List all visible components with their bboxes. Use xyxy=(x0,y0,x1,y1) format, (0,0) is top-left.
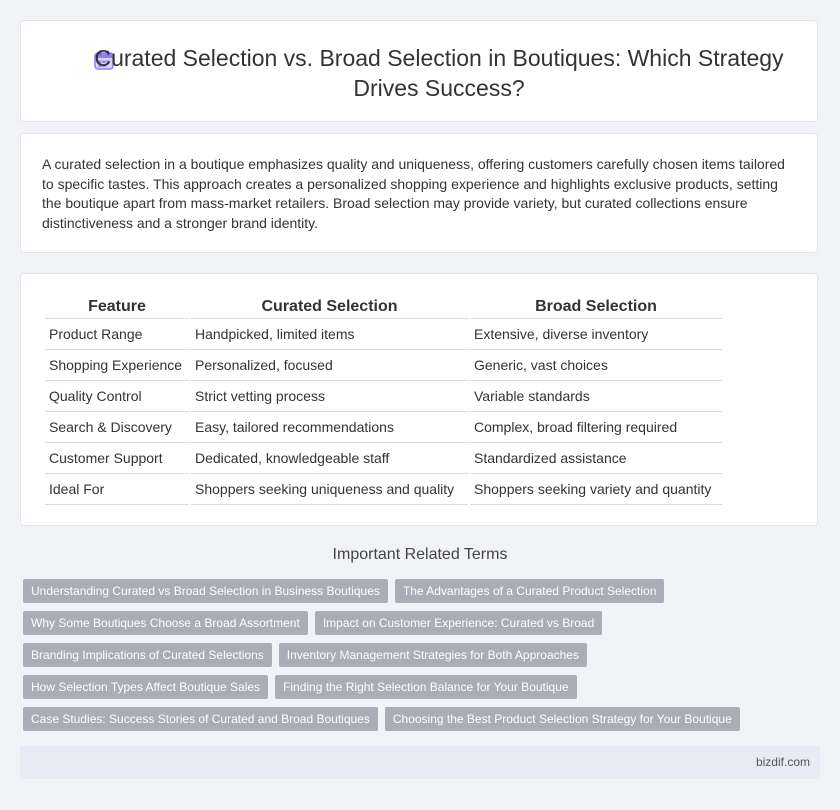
table-cell: Personalized, focused xyxy=(191,350,468,381)
table-cell: Search & Discovery xyxy=(45,412,189,443)
table-row xyxy=(45,412,722,443)
table-cell: Complex, broad filtering required xyxy=(470,412,722,443)
tag-row xyxy=(23,579,803,603)
table-cell: Generic, vast choices xyxy=(470,350,722,381)
table-cell: Customer Support xyxy=(45,443,189,474)
related-term-link[interactable]: Case Studies: Success Stories of Curated and Broad Boutiques xyxy=(23,707,378,731)
related-term-link[interactable]: Inventory Management Strategies for Both Approaches xyxy=(279,643,587,667)
table-cell: Easy, tailored recommendations xyxy=(191,412,468,443)
column-header: Feature xyxy=(45,296,189,319)
intro-card xyxy=(20,133,818,253)
related-term-link[interactable]: Finding the Right Selection Balance for Your Boutique xyxy=(275,675,577,699)
comparison-table-card xyxy=(20,273,818,526)
related-terms-title: Important Related Terms xyxy=(332,546,508,563)
table-row xyxy=(45,474,722,505)
column-header: Broad Selection xyxy=(470,296,722,319)
footer-site-link[interactable]: bizdif.com xyxy=(755,755,810,769)
related-term-link[interactable]: Why Some Boutiques Choose a Broad Assortment xyxy=(23,611,308,635)
table-cell: Dedicated, knowledgeable staff xyxy=(191,443,468,474)
table-cell: Shoppers seeking uniqueness and quality xyxy=(191,474,468,505)
table-cell: Standardized assistance xyxy=(470,443,722,474)
table-cell: Ideal For xyxy=(45,474,189,505)
column-header: Curated Selection xyxy=(191,296,468,319)
related-terms-list xyxy=(23,579,803,739)
tag-row xyxy=(23,643,803,667)
related-term-link[interactable]: Understanding Curated vs Broad Selection in Business Boutiques xyxy=(23,579,388,603)
intro-text: A curated selection in a boutique emphasizes quality and uniqueness, offering customers carefully chosen items tailored to specific tastes. This approach creates a personalized shopping experience and highlights exclusive products, setting the boutique apart from mass-market retailers. Broad selection may provide variety, but curated collections ensure distinctiveness and a stronger brand identity. xyxy=(42,156,785,231)
table-cell: Handpicked, limited items xyxy=(191,319,468,350)
table-cell: Shoppers seeking variety and quantity xyxy=(470,474,722,505)
related-term-link[interactable]: Branding Implications of Curated Selections xyxy=(23,643,272,667)
tag-row xyxy=(23,675,803,699)
related-term-link[interactable]: Impact on Customer Experience: Curated vs Broad xyxy=(315,611,602,635)
table-header-row xyxy=(45,296,722,319)
table-row xyxy=(45,319,722,350)
related-term-link[interactable]: The Advantages of a Curated Product Selection xyxy=(395,579,665,603)
table-cell: Strict vetting process xyxy=(191,381,468,412)
header-card xyxy=(20,20,818,122)
tag-row xyxy=(23,707,803,731)
related-term-link[interactable]: How Selection Types Affect Boutique Sales xyxy=(23,675,268,699)
table-cell: Extensive, diverse inventory xyxy=(470,319,722,350)
table-row xyxy=(45,443,722,474)
related-term-link[interactable]: Choosing the Best Product Selection Strategy for Your Boutique xyxy=(385,707,740,731)
comparison-table xyxy=(43,296,724,505)
table-row xyxy=(45,381,722,412)
table-cell: Shopping Experience xyxy=(45,350,189,381)
table-row xyxy=(45,350,722,381)
footer xyxy=(20,746,820,779)
tag-row xyxy=(23,611,803,635)
table-cell: Variable standards xyxy=(470,381,722,412)
page-title: Curated Selection vs. Broad Selection in Boutiques: Which Strategy Drives Success? xyxy=(94,45,784,101)
table-cell: Quality Control xyxy=(45,381,189,412)
table-cell: Product Range xyxy=(45,319,189,350)
